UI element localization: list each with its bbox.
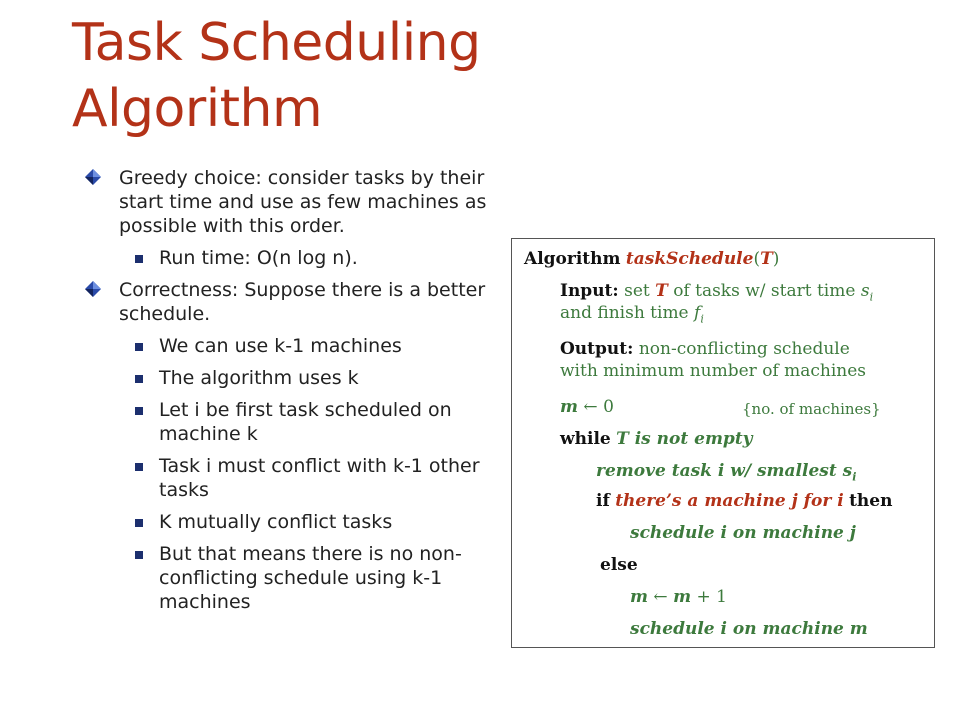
algorithm-schedule-m-line: schedule i on machine m — [630, 619, 868, 639]
algorithm-output-line-2: with minimum number of machines — [560, 361, 867, 381]
bullet-text: Run time: O(n log n). — [159, 247, 358, 269]
algorithm-input-line-2: and finish time $f_i$ — [560, 303, 704, 326]
sub-bullet — [84, 398, 514, 446]
sub-bullet — [84, 454, 514, 502]
algorithm-increment-line: m ← m + 1 — [630, 587, 727, 607]
square-bullet-icon — [135, 375, 143, 383]
algorithm-header: Algorithm taskSchedule(T) — [524, 249, 780, 269]
square-bullet-icon — [135, 551, 143, 559]
algorithm-init-comment: {no. of machines} — [742, 400, 881, 418]
title-line-2: Algorithm — [72, 79, 323, 139]
algorithm-schedule-j-line: schedule i on machine j — [630, 523, 856, 543]
bullet-text: We can use k-1 machines — [159, 335, 402, 357]
sub-bullet — [84, 542, 514, 614]
algorithm-if-line: if there’s a machine j for i then — [596, 491, 893, 511]
bullet-text: The algorithm uses k — [159, 367, 359, 389]
square-bullet-icon — [135, 407, 143, 415]
sub-bullet — [84, 334, 514, 358]
algorithm-while-line: while T is not empty — [560, 429, 753, 449]
square-bullet-icon — [135, 255, 143, 263]
page-title — [72, 10, 481, 142]
bullet-text: Task i must conflict with k-1 other tasks — [159, 455, 480, 501]
square-bullet-icon — [135, 519, 143, 527]
bullet-correctness — [84, 278, 514, 326]
sub-bullet — [84, 366, 514, 390]
algorithm-init-line: m ← 0 — [560, 397, 614, 417]
bullet-greedy-choice — [84, 166, 514, 238]
bullet-text: K mutually conflict tasks — [159, 511, 393, 533]
title-line-1: Task Scheduling — [72, 13, 481, 73]
algorithm-input-line-1: Input: set T of tasks w/ start time $s_i$ — [560, 281, 874, 304]
algorithm-else-line: else — [600, 555, 638, 575]
algorithm-box — [511, 238, 935, 648]
algorithm-remove-line: remove task i w/ smallest $s_i$ — [596, 461, 857, 484]
sub-bullet-run-time — [84, 246, 514, 270]
bullet-text: Let i be first task scheduled on machine k — [159, 399, 452, 445]
bullet-text: But that means there is no non-conflicting schedule using k-1 machines — [159, 543, 462, 613]
bullet-text: Correctness: Suppose there is a better schedule. — [119, 279, 486, 325]
square-bullet-icon — [135, 463, 143, 471]
bullet-text: Greedy choice: consider tasks by their start time and use as few machines as possible with this order. — [119, 167, 487, 237]
square-bullet-icon — [135, 343, 143, 351]
diamond-bullet-icon — [84, 280, 102, 298]
algorithm-output-line-1: Output: non-conflicting schedule — [560, 339, 850, 359]
diamond-bullet-icon — [84, 168, 102, 186]
sub-bullet — [84, 510, 514, 534]
bullet-list — [84, 166, 514, 622]
